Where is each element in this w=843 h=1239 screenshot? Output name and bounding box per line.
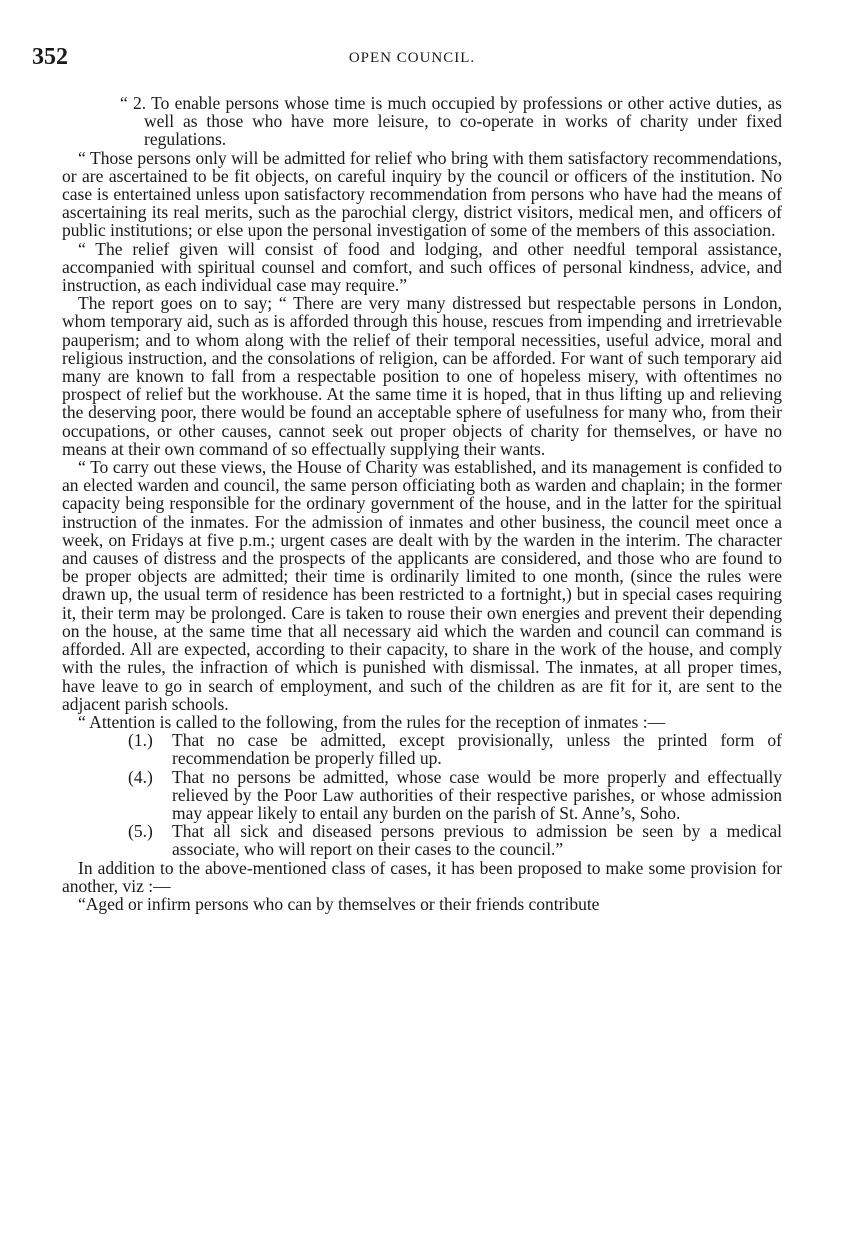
rule-item <box>62 822 782 858</box>
paragraph-6: “ Attention is called to the following, from the rules for the reception of inmates :— <box>78 711 666 732</box>
article-body <box>62 94 782 913</box>
paragraph-1: “ 2. To enable persons whose time is much occupied by professions or other active duties, as well as those who have more leisure, to co-operate in works of charity under fixed regulations. <box>120 93 782 150</box>
rule-number: (1.) <box>128 730 153 751</box>
paragraph-8: “Aged or infirm persons who can by themselves or their friends contribute <box>78 893 600 914</box>
rule-text: That all sick and diseased persons previous to admission be seen by a medical associate, who will report on their cases to the council.” <box>172 821 782 860</box>
running-title: OPEN COUNCIL. <box>348 50 476 66</box>
rule-text: That no case be admitted, except provisionally, unless the printed form of recommendation be properly filled up. <box>172 730 782 769</box>
paragraph-3: “ The relief given will consist of food and lodging, and other needful temporal assistance, accompanied with spiritual counsel and comfort, and such offices of personal kindness, advice, and instruction, as each individual case may require.” <box>62 238 782 296</box>
rule-item <box>62 768 782 823</box>
paragraph-2: “ Those persons only will be admitted for relief who bring with them satisfactory recommendations, or are ascertained to be fit objects, on careful inquiry by the council or officers of the institution. No case is entertained unless upon satisfactory recommendation from persons who have had the means of ascertaining its real merits, such as the parochial clergy, district visitors, medical men, and officers of public institutions; or else upon the personal investigation of some of the members of this association. <box>62 147 782 241</box>
paragraph-4: The report goes on to say; “ There are very many distressed but respectable persons in London, whom temporary aid, such as is afforded through this house, rescues from impending and irretrievable pauperism; and to whom along with the relief of their temporal necessities, useful advice, moral and religious instruction, and the consolations of religion, can be afforded. For want of such temporary aid many are known to fall from a respectable position to one of hopeless misery, with oftentimes no prospect of relief but the workhouse. At the same time it is hoped, that in thus lifting up and relieving the deserving poor, there would be found an acceptable sphere of usefulness for many who, from their occupations, or other causes, cannot seek out proper objects of charity for themselves, or have no means at their own command of so effectually supplying their wants. <box>62 293 782 459</box>
page-header <box>32 44 792 74</box>
rule-text: That no persons be admitted, whose case would be more properly and effectually relieved by the Poor Law authorities of their respective parishes, or whose admission may appear likely to entail any burden on the parish of St. Anne’s, Soho. <box>172 766 782 823</box>
paragraph-5: “ To carry out these views, the House of Charity was established, and its management is confided to an elected warden and council, the same person officiating both as warden and chaplain; in the former capacity being responsible for the ordinary government of the house, and in the latter for the spiritual instruction of the inmates. For the admission of inmates and other business, the council meet once a week, on Fridays at five p.m.; urgent cases are dealt with by the warden in the interim. The character and causes of distress and the prospects of the applicants are considered, and those who are found to be proper objects are admitted; their time is ordinarily limited to one month, (since the rules were drawn up, the usual term of residence has been restricted to a fortnight,) but in special cases requiring it, their term may be prolonged. Care is taken to rouse their own energies and prevent their depending on the house, at the same time that all necessary aid which the warden and council can command is afforded. All are expected, according to their capacity, to share in the work of the house, and comply with the rules, the infraction of which is punished with dismissal. The inmates, at all proper times, have leave to go in search of employment, and such of the children as are fit for it, are sent to the adjacent parish schools. <box>62 457 782 714</box>
paragraph-7: In addition to the above-mentioned class of cases, it has been proposed to make some provision for another, viz :— <box>62 857 782 896</box>
page-number: 352 <box>32 44 68 70</box>
rule-number: (5.) <box>128 821 153 842</box>
rule-number: (4.) <box>128 766 153 787</box>
rule-item <box>62 731 782 767</box>
